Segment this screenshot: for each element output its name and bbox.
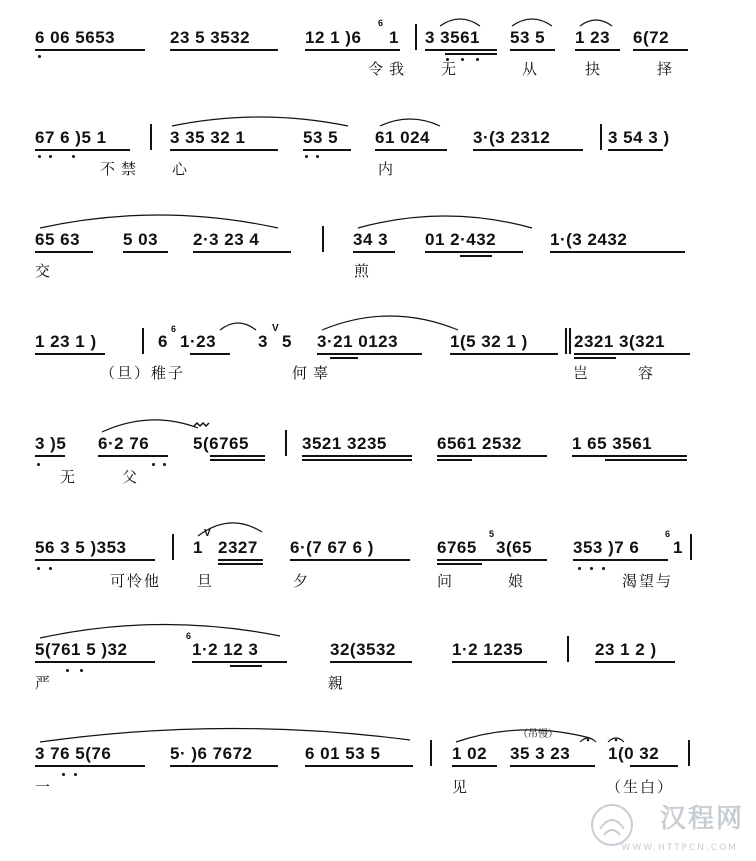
lyric: 煎: [354, 262, 376, 280]
underline: [437, 459, 472, 461]
underline: [35, 765, 145, 767]
underline: [35, 559, 155, 561]
lyric: 问: [437, 572, 459, 590]
lyric: 令我: [368, 60, 411, 78]
measure-7-3: 32(3532: [330, 640, 396, 659]
underline: [190, 353, 230, 355]
measure-4-2b: 1·23: [180, 332, 217, 351]
underline: [35, 149, 130, 151]
breath-mark: V: [204, 528, 212, 539]
underline: [35, 251, 93, 253]
measure-5-3: 5(6765: [193, 434, 249, 453]
measure-1-1: 6 06 5653: [35, 28, 116, 47]
measure-3-3: 2·3 23 4: [193, 230, 260, 249]
underline: [218, 559, 263, 561]
underline: [633, 49, 688, 51]
underline: [230, 665, 262, 667]
lyric: 不禁: [100, 160, 143, 178]
measure-6-5: 353 )7 6: [573, 538, 640, 557]
underline: [330, 661, 412, 663]
tempo-annotation: （吊慢）: [518, 729, 558, 740]
underline: [630, 765, 678, 767]
measure-2-5: 3·(3 2312: [473, 128, 551, 147]
lyric: 严: [35, 674, 57, 692]
dot: [37, 567, 40, 570]
lyric: （生白）: [606, 778, 675, 796]
lyric: 从: [522, 60, 544, 78]
slur: [0, 722, 756, 752]
measure-2-2: 3 35 32 1: [170, 128, 246, 147]
measure-1-2: 23 5 3532: [170, 28, 251, 47]
measure-3-4: 34 3: [353, 230, 389, 249]
measure-1-3b: 1: [389, 28, 399, 47]
underline: [193, 251, 291, 253]
lyric: 岂: [573, 364, 595, 382]
lyric: 无: [441, 60, 463, 78]
slur: [0, 210, 756, 240]
dot: [49, 567, 52, 570]
underline: [303, 149, 351, 151]
measure-6-5b: 1: [673, 538, 683, 557]
measure-2-1: 67 6 )5 1: [35, 128, 107, 147]
underline: [437, 559, 547, 561]
dot: [37, 463, 40, 466]
underline: [473, 149, 583, 151]
underline: [170, 49, 278, 51]
dot: [316, 155, 319, 158]
underline: [425, 251, 523, 253]
watermark-url: WWW.HTTPCN.COM: [621, 843, 738, 853]
underline: [605, 459, 687, 461]
underline: [437, 455, 547, 457]
underline: [510, 765, 595, 767]
underline: [573, 559, 668, 561]
underline: [210, 455, 265, 457]
underline: [452, 661, 547, 663]
underline: [595, 661, 675, 663]
grace-note: 6: [186, 631, 192, 641]
dot: [49, 155, 52, 158]
slur: [0, 412, 756, 442]
score-system-3: [0, 210, 756, 310]
underline: [452, 765, 497, 767]
measure-8-6: 1(0 32: [608, 744, 660, 763]
lyric: 親: [328, 674, 350, 692]
lyric: 一: [35, 778, 57, 796]
breath-mark: V: [272, 323, 280, 334]
measure-5-6: 1 65 3561: [572, 434, 653, 453]
underline: [317, 353, 422, 355]
lyric: 何辜: [292, 364, 335, 382]
underline: [35, 49, 145, 51]
measure-6-4b: 3(65: [496, 538, 533, 557]
underline: [123, 251, 168, 253]
measure-2-6: 3 54 3 ): [608, 128, 670, 147]
lyric: 见: [452, 778, 474, 796]
measure-3-2: 5 03: [123, 230, 159, 249]
underline: [574, 353, 690, 355]
measure-2-4: 61 024: [375, 128, 430, 147]
underline: [218, 563, 263, 565]
score-system-2: [0, 110, 756, 210]
underline: [330, 357, 358, 359]
underline: [192, 661, 287, 663]
underline: [302, 455, 412, 457]
measure-7-5: 23 1 2 ): [595, 640, 657, 659]
measure-1-4: 3 3561: [425, 28, 480, 47]
dot: [80, 669, 83, 672]
measure-5-2: 6·2 76: [98, 434, 150, 453]
underline: [305, 765, 413, 767]
measure-4-3: 3: [258, 332, 268, 351]
dot: [578, 567, 581, 570]
underline: [98, 455, 168, 457]
score-system-1: [0, 8, 756, 108]
underline: [445, 53, 497, 55]
slur: [0, 618, 756, 648]
measure-3-6: 1·(3 2432: [550, 230, 628, 249]
underline: [170, 765, 278, 767]
measure-7-4: 1·2 1235: [452, 640, 524, 659]
measure-3-1: 65 63: [35, 230, 81, 249]
grace-note: 5: [489, 529, 495, 539]
lyric: 父: [122, 468, 144, 486]
underline: [35, 353, 105, 355]
lyric: 交: [35, 262, 57, 280]
underline: [437, 563, 482, 565]
measure-4-6: 2321 3(321: [574, 332, 666, 351]
slur: [0, 516, 756, 546]
measure-6-2b: 2327: [218, 538, 258, 557]
measure-5-1: 3 )5: [35, 434, 67, 453]
lyric: 择: [657, 60, 679, 78]
dot: [590, 567, 593, 570]
lyric: 渴望与: [622, 572, 674, 590]
lyric: 容: [638, 364, 660, 382]
measure-2-3: 53 5: [303, 128, 339, 147]
measure-1-5: 53 5: [510, 28, 546, 47]
measure-4-2: 6: [158, 332, 168, 351]
measure-7-2: 1·2 12 3: [192, 640, 259, 659]
grace-note: 6: [378, 18, 384, 28]
underline: [575, 49, 620, 51]
dot: [152, 463, 155, 466]
dot: [163, 463, 166, 466]
measure-4-4: 3·21 0123: [317, 332, 399, 351]
lyric: 旦: [197, 572, 219, 590]
underline: [572, 455, 687, 457]
underline: [425, 49, 497, 51]
underline: [550, 251, 685, 253]
lyric: 抉: [585, 60, 607, 78]
lyric: （旦）稚子: [100, 364, 186, 382]
underline: [302, 459, 412, 461]
measure-7-1: 5(761 5 )32: [35, 640, 128, 659]
measure-1-6: 1 23: [575, 28, 611, 47]
dot: [305, 155, 308, 158]
measure-6-4: 6765: [437, 538, 477, 557]
score-system-6: [0, 516, 756, 616]
underline: [210, 459, 265, 461]
measure-4-5: 1(5 32 1 ): [450, 332, 528, 351]
dot: [38, 55, 41, 58]
lyric: 娘: [508, 572, 530, 590]
underline: [375, 149, 447, 151]
lyric: 无: [60, 468, 82, 486]
underline: [510, 49, 555, 51]
dot: [602, 567, 605, 570]
measure-6-2: 1: [193, 538, 203, 557]
measure-1-7: 6(72: [633, 28, 670, 47]
measure-8-3: 6 01 53 5: [305, 744, 381, 763]
underline: [353, 251, 395, 253]
underline: [35, 661, 155, 663]
underline: [450, 353, 558, 355]
underline: [35, 455, 65, 457]
grace-note: 6: [171, 324, 177, 334]
score-system-7: [0, 618, 756, 718]
underline: [608, 149, 663, 151]
slur: [0, 312, 756, 342]
underline: [574, 357, 616, 359]
measure-8-5: 35 3 23: [510, 744, 571, 763]
measure-6-1: 56 3 5 )353: [35, 538, 127, 557]
measure-8-4: 1 02: [452, 744, 488, 763]
measure-8-1: 3 76 5(76: [35, 744, 112, 763]
lyric: 内: [378, 160, 400, 178]
measure-3-5: 01 2·432: [425, 230, 497, 249]
measure-1-3: 12 1 )6: [305, 28, 362, 47]
score-system-5: [0, 412, 756, 512]
measure-6-3: 6·(7 67 6 ): [290, 538, 374, 557]
lyric: 可怜他: [110, 572, 162, 590]
dot: [72, 155, 75, 158]
underline: [290, 559, 410, 561]
measure-4-1: 1 23 1 ): [35, 332, 97, 351]
underline: [305, 49, 400, 51]
lyric: 心: [172, 160, 194, 178]
measure-5-5: 6561 2532: [437, 434, 522, 453]
grace-note: 6: [665, 529, 671, 539]
watermark-site: 汉程网: [659, 804, 744, 834]
measure-4-3b: 5: [282, 332, 292, 351]
dot: [74, 773, 77, 776]
underline: [170, 149, 278, 151]
dot: [476, 58, 479, 61]
underline: [460, 255, 492, 257]
measure-5-4: 3521 3235: [302, 434, 387, 453]
slur: [0, 110, 756, 140]
lyric: 夕: [293, 572, 315, 590]
score-system-4: [0, 312, 756, 412]
dot: [62, 773, 65, 776]
measure-8-2: 5· )6 7672: [170, 744, 253, 763]
dot: [38, 155, 41, 158]
dot: [66, 669, 69, 672]
slur: [0, 8, 756, 38]
